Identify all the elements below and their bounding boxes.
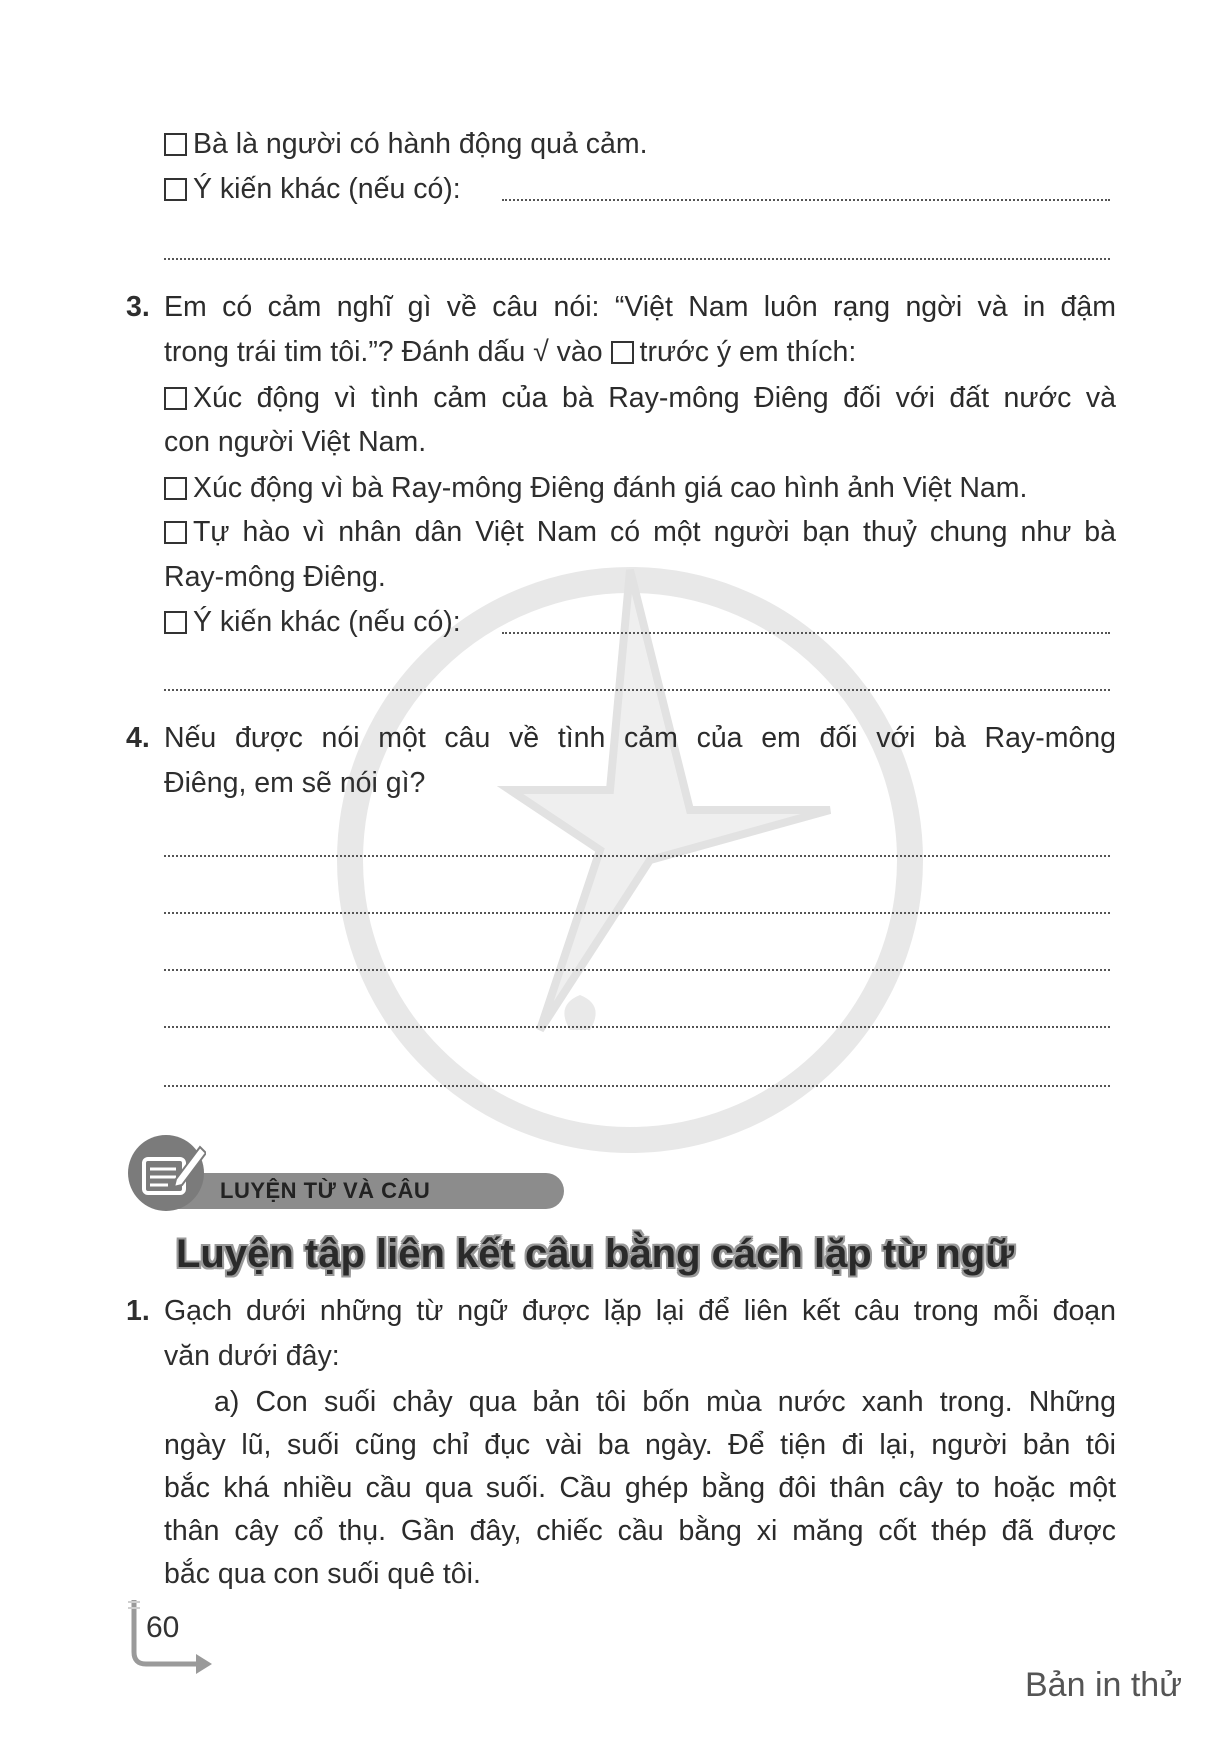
q3-option-1-line2: con người Việt Nam. [164, 426, 427, 458]
ex1-number: 1. [126, 1295, 150, 1327]
q4-prompt-line1: Nếu được nói một câu về tình cảm của em đối với bà Ray-mông [164, 722, 1116, 754]
checkbox-q2-option-other[interactable] [164, 178, 187, 201]
checkbox-q3-option-2[interactable] [164, 477, 187, 500]
ex1-para-a-line1: a) Con suối chảy qua bản tôi bốn mùa nước xanh trong. Những [214, 1386, 1116, 1418]
answer-line-q3-2[interactable] [164, 689, 1110, 691]
ex1-para-a-line3: bắc khá nhiều cầu qua suối. Cầu ghép bằng đôi thân cây to hoặc một [164, 1472, 1116, 1504]
checkbox-q3-option-3[interactable] [164, 521, 187, 544]
q3-option-2: Xúc động vì bà Ray-mông Điêng đánh giá cao hình ảnh Việt Nam. [164, 470, 1027, 506]
lesson-title: Luyện tập liên kết câu bằng cách lặp từ ngữ [176, 1232, 1015, 1276]
q3-option-other: Ý kiến khác (nếu có): [164, 604, 461, 640]
answer-line-q2-1[interactable] [502, 199, 1110, 201]
checkbox-q3-option-other[interactable] [164, 611, 187, 634]
page-number: 60 [146, 1611, 180, 1644]
q2-option-other: Ý kiến khác (nếu có): [164, 171, 461, 207]
q4-number: 4. [126, 722, 150, 754]
ex1-prompt-line1: Gạch dưới những từ ngữ được lặp lại để liên kết câu trong mỗi đoạn [164, 1295, 1116, 1327]
section-label: LUYỆN TỪ VÀ CÂU [220, 1178, 431, 1203]
ex1-para-a-line5: bắc qua con suối quê tôi. [164, 1558, 481, 1590]
q3-option-3-line1: Tự hào vì nhân dân Việt Nam có một người bạn thuỷ chung như bà [164, 514, 1116, 550]
answer-line-q4-2[interactable] [164, 912, 1110, 914]
answer-line-q4-1[interactable] [164, 855, 1110, 857]
ex1-para-a-line4: thân cây cổ thụ. Gần đây, chiếc cầu bằng xi măng cốt thép đã được [164, 1515, 1116, 1547]
notebook-pencil-icon [136, 1139, 206, 1205]
q3-option-1-line1: Xúc động vì tình cảm của bà Ray-mông Điêng đối với đất nước và [164, 380, 1116, 416]
q2-option-3: Bà là người có hành động quả cảm. [164, 126, 647, 162]
checkbox-q2-option-3[interactable] [164, 133, 187, 156]
checkbox-sample-icon [611, 341, 634, 364]
answer-line-q2-2[interactable] [164, 258, 1110, 260]
section-badge [128, 1135, 438, 1215]
q3-number: 3. [126, 291, 150, 323]
q3-prompt-line1: Em có cảm nghĩ gì về câu nói: “Việt Nam luôn rạng ngời và in đậm [164, 291, 1116, 323]
checkbox-q3-option-1[interactable] [164, 387, 187, 410]
draft-label: Bản in thử [1025, 1666, 1182, 1704]
q3-prompt-line2: trong trái tim tôi.”? Đánh dấu √ vào trước ý em thích: [164, 336, 857, 368]
q4-prompt-line2: Điêng, em sẽ nói gì? [164, 767, 426, 799]
answer-line-q4-3[interactable] [164, 969, 1110, 971]
ex1-prompt-line2: văn dưới đây: [164, 1340, 340, 1372]
answer-line-q4-4[interactable] [164, 1026, 1110, 1028]
answer-line-q4-5[interactable] [164, 1085, 1110, 1087]
ex1-para-a-line2: ngày lũ, suối cũng chỉ đục vài ba ngày. Để tiện đi lại, người bản tôi [164, 1429, 1116, 1461]
answer-line-q3-1[interactable] [502, 632, 1110, 634]
q3-option-3-line2: Ray-mông Điêng. [164, 561, 386, 593]
